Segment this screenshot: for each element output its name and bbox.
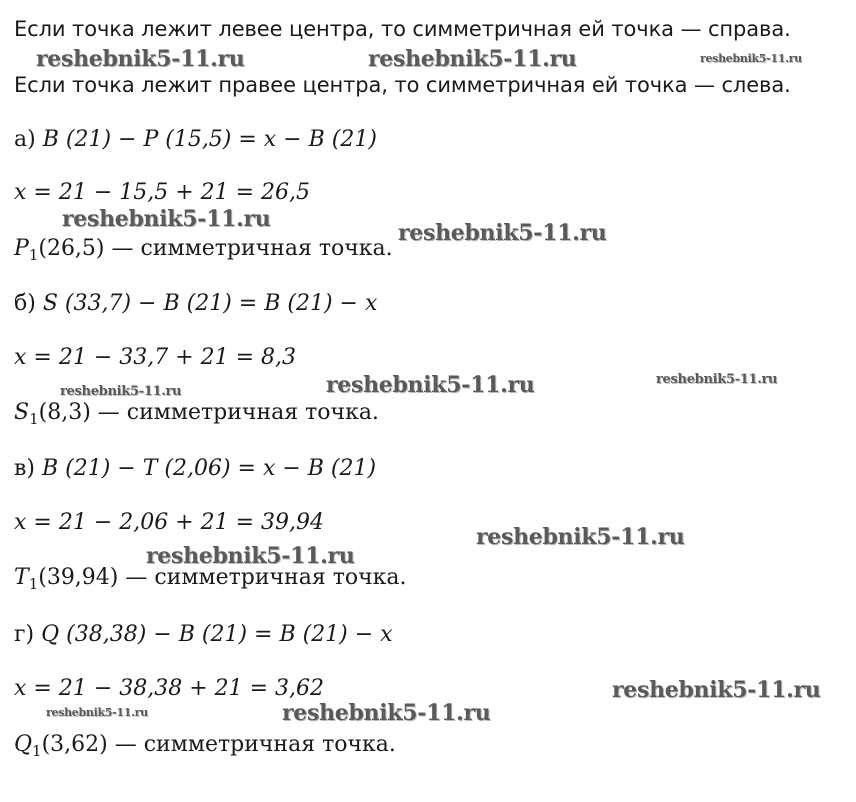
part-c-subscript: 1 xyxy=(28,575,39,593)
part-a-calc xyxy=(14,180,310,206)
part-b-equation xyxy=(14,291,377,317)
watermark: reshebnik5-11.ru xyxy=(700,52,802,65)
part-a-result-text: (26,5) — симметричная точка. xyxy=(38,236,393,261)
watermark: reshebnik5-11.ru xyxy=(612,677,821,703)
watermark: reshebnik5-11.ru xyxy=(476,524,685,550)
part-a-point: P xyxy=(14,236,29,261)
part-a-prefix: а) xyxy=(14,127,36,152)
part-c-calc-text: x = 21 − 2,06 + 21 = 39,94 xyxy=(14,510,325,535)
part-c-equation-text: B (21) − T (2,06) = x − B (21) xyxy=(41,456,377,481)
part-c-prefix: в) xyxy=(14,456,35,481)
part-d-result xyxy=(14,732,396,758)
part-d-equation xyxy=(14,622,393,648)
watermark: reshebnik5-11.ru xyxy=(36,46,245,72)
intro-line-1: Если точка лежит левее центра, то симметричная ей точка — справа. xyxy=(14,17,791,41)
part-b-result-text: (8,3) — симметричная точка. xyxy=(38,400,379,425)
part-d-result-text: (3,62) — симметричная точка. xyxy=(41,732,396,757)
intro-line-2: Если точка лежит правее центра, то симметричная ей точка — слева. xyxy=(14,73,791,97)
part-d-prefix: г) xyxy=(14,622,35,647)
part-a-result xyxy=(14,236,393,262)
watermark: reshebnik5-11.ru xyxy=(46,706,148,719)
part-c-equation xyxy=(14,456,376,482)
part-c-point: T xyxy=(14,565,29,590)
part-b-subscript: 1 xyxy=(29,410,39,428)
watermark: reshebnik5-11.ru xyxy=(326,372,535,398)
watermark: reshebnik5-11.ru xyxy=(62,206,271,232)
part-d-equation-text: Q (38,38) − B (21) = B (21) − x xyxy=(41,622,393,647)
part-a-equation xyxy=(14,127,377,153)
part-b-point: S xyxy=(14,400,30,425)
part-b-equation-text: S (33,7) − B (21) = B (21) − x xyxy=(42,291,378,316)
part-d-subscript: 1 xyxy=(32,742,42,760)
part-a-calc-text: x = 21 − 15,5 + 21 = 26,5 xyxy=(14,180,311,205)
watermark: reshebnik5-11.ru xyxy=(146,543,355,569)
watermark: reshebnik5-11.ru xyxy=(282,700,491,726)
part-c-result-text: (39,94) — симметричная точка. xyxy=(38,565,407,590)
watermark: reshebnik5-11.ru xyxy=(656,372,778,387)
part-d-calc xyxy=(14,676,324,702)
part-b-prefix: б) xyxy=(14,291,36,316)
part-d-calc-text: x = 21 − 38,38 + 21 = 3,62 xyxy=(14,676,325,701)
watermark: reshebnik5-11.ru xyxy=(60,384,182,399)
watermark: reshebnik5-11.ru xyxy=(398,220,607,246)
watermark: reshebnik5-11.ru xyxy=(368,46,577,72)
part-c-calc xyxy=(14,510,324,536)
part-a-subscript: 1 xyxy=(28,246,39,264)
part-a-equation-text: B (21) − P (15,5) = x − B (21) xyxy=(42,127,377,152)
part-d-point: Q xyxy=(14,732,33,757)
part-b-calc-text: x = 21 − 33,7 + 21 = 8,3 xyxy=(14,345,297,370)
part-b-result xyxy=(14,400,379,426)
part-b-calc xyxy=(14,345,296,371)
